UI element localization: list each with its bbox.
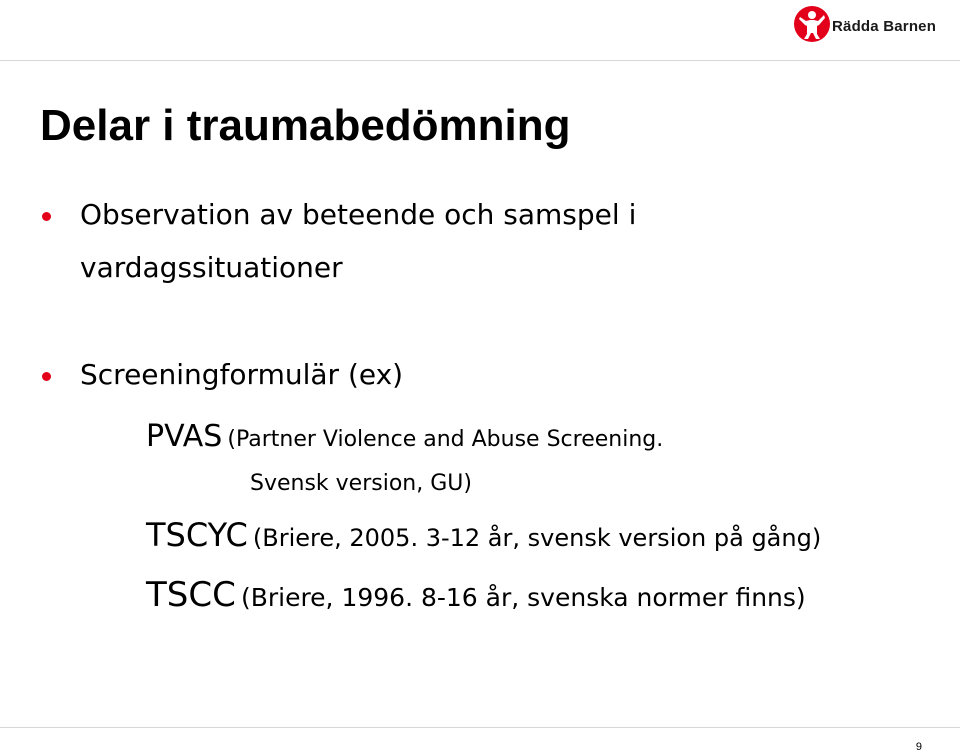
- instrument-tscc: [146, 573, 806, 623]
- instrument-tscyc: [146, 513, 821, 563]
- bullet-2-line-1: Screeningformulär (ex): [80, 358, 404, 391]
- footer-divider: [0, 727, 960, 728]
- instrument-desc: (Briere, 2005. 3-12 år, svensk version på gång): [252, 524, 822, 552]
- instrument-code: TSCYC: [146, 516, 248, 554]
- bullet-1-line-2: vardagssituationer: [80, 251, 343, 284]
- instrument-code: PVAS: [146, 419, 223, 454]
- instrument-pvas-desc-2: Svensk version, GU): [250, 471, 472, 496]
- rädda-barnen-logo: [792, 4, 952, 44]
- page-number: 9: [915, 741, 922, 753]
- instrument-pvas: [146, 417, 663, 461]
- logo-wordmark: Rädda Barnen: [832, 18, 937, 35]
- bullet-1-line-1: Observation av beteende och samspel i: [80, 198, 637, 231]
- instrument-desc: (Partner Violence and Abuse Screening.: [227, 427, 664, 452]
- instrument-code: TSCC: [146, 575, 236, 615]
- bullet-icon: [42, 212, 51, 221]
- header-divider: [0, 60, 960, 61]
- bullet-icon: [42, 372, 51, 381]
- slide-title: Delar i traumabedömning: [40, 101, 571, 150]
- instrument-desc: (Briere, 1996. 8-16 år, svenska normer finns): [240, 583, 806, 612]
- rädda-barnen-emblem-icon: [792, 4, 832, 44]
